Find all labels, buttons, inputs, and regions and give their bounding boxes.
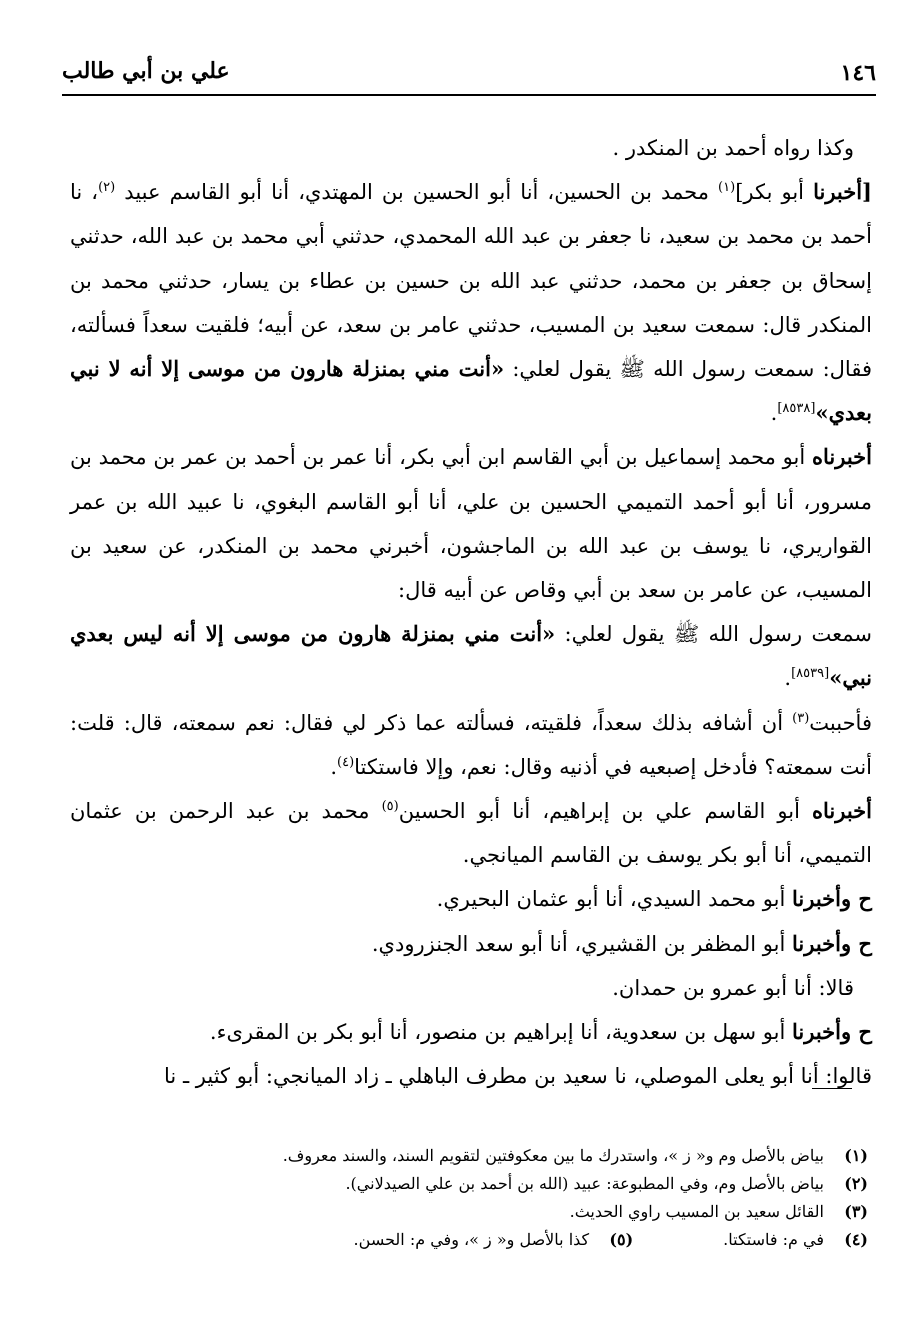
footnote-ref-2[interactable]: (٢) (98, 180, 116, 196)
paragraph-5 (70, 701, 872, 789)
main-text (70, 126, 872, 1098)
paragraph-10 (70, 1010, 872, 1054)
text-segment: . (330, 754, 337, 779)
text-segment: أبو محمد السيدي، أنا أبو عثمان البحيري. (436, 887, 792, 912)
footnote-2 (70, 1170, 868, 1198)
hadith-quote: «أنت مني بمنزلة هارون من موسى إلا أنه ليس بعدي نبي» (70, 621, 872, 691)
footnote-text: القائل سعيد بن المسيب راوي الحديث. (569, 1202, 824, 1221)
footnote-row (70, 1226, 868, 1254)
page-number: ١٤٦ (840, 60, 876, 86)
paragraph-1: وكذا رواه أحمد بن المنكدر . (612, 136, 854, 160)
paragraph-6 (70, 789, 872, 877)
lead-word: أخبرناه (812, 798, 872, 824)
text-segment: محمد بن الحسين، أنا أبو الحسين بن المهتدي، أنا أبو القاسم عبيد (115, 180, 719, 205)
paragraph-3 (70, 435, 872, 612)
footnote-separator (812, 1088, 852, 1089)
paragraph-11: قالوا: أنا أبو يعلى الموصلي، نا سعيد بن مطرف الباهلي ـ زاد الميانجي: أبو كثير ـ نا (164, 1064, 872, 1089)
text-segment: أبو محمد إسماعيل بن أبي القاسم ابن أبي بكر، أنا عمر بن أحمد بن عمر بن محمد بن مسرور، أنا أبو أحمد التميمي الحسين بن علي، أنا أبو القاسم البغوي، نا عبيد الله بن عمر القواريري، نا يوسف بن عبد الله بن الماجشون، أخبرني محمد بن المنكدر، عن سعيد بن المسيب، عن عامر بن سعد بن أبي وقاص عن أبيه قال: (70, 445, 872, 603)
footnote-number: (٢) (844, 1174, 868, 1193)
paragraph-8 (70, 922, 872, 966)
lead-word: [أخبرنا (813, 179, 872, 205)
page-header (62, 56, 876, 96)
lead-word: ح وأخبرنا (792, 930, 872, 956)
text-segment: . (770, 401, 778, 426)
text-segment: ، نا أحمد بن محمد بن سعيد، نا جعفر بن عبد الله المحمدي، حدثني أبي محمد بن عبد الله، حدثني إسحاق بن جعفر بن محمد، حدثني عبد الله بن حسين بن عطاء بن يسار، حدثني محمد بن المنكدر قال: سمعت سعيد بن المسيب، حدثني عامر بن سعد، عن أبيه؛ فلقيت سعداً فسألته، فقال: سمعت رسول الله ﷺ يقول لعلي: (70, 180, 872, 382)
running-title: علي بن أبي طالب (62, 58, 230, 84)
footnote-number: (٥) (609, 1230, 634, 1249)
paragraph-2 (70, 170, 872, 435)
footnote-ref-3[interactable]: (٣) (792, 710, 810, 726)
footnote-3 (70, 1198, 868, 1226)
footnote-number: (٤) (844, 1230, 868, 1249)
hadith-quote: «أنت مني بمنزلة هارون من موسى إلا أنه لا نبي بعدي» (70, 356, 872, 426)
text-segment: أبو القاسم علي بن إبراهيم، أنا أبو الحسين (398, 799, 812, 824)
hadith-number: [٨٥٣٩] (791, 666, 830, 682)
footnote-number: (٣) (844, 1202, 868, 1221)
text-segment: أبو المظفر بن القشيري، أنا أبو سعد الجنزرودي. (371, 931, 792, 956)
footnotes (70, 1142, 868, 1254)
text-segment: محمد بن عبد الرحمن بن عثمان التميمي، أنا أبو بكر يوسف بن القاسم الميانجي. (70, 799, 872, 868)
footnote-text: بياض بالأصل وم و« ز »، واستدرك ما بين معكوفتين لتقويم السند، والسند معروف. (282, 1146, 824, 1165)
paragraph-7 (70, 877, 872, 921)
footnote-ref-5[interactable]: (٥) (381, 799, 399, 815)
hadith-number: [٨٥٣٨] (777, 401, 816, 417)
text-segment: . (784, 666, 792, 691)
text-segment: أن أشافه بذلك سعداً، فلقيته، فسألته عما ذكر لي فقال: نعم سمعته، قال: قلت: أنت سمعته؟ فأدخل إصبعيه في أذنيه وقال: نعم، وإلا فاستكتا (70, 710, 872, 779)
footnote-ref-1[interactable]: (١) (718, 180, 736, 196)
lead-word: أخبرناه (812, 444, 872, 470)
text-segment: سمعت رسول الله ﷺ يقول لعلي: (555, 622, 872, 647)
lead-word: ح وأخبرنا (792, 1019, 872, 1045)
footnote-number: (١) (844, 1146, 868, 1165)
footnote-4 (723, 1226, 868, 1254)
paragraph-9: قالا: أنا أبو عمرو بن حمدان. (612, 975, 854, 1000)
text-segment: فأحببت (809, 710, 872, 735)
text-segment: أبو سهل بن سعدوية، أنا إبراهيم بن منصور، أنا أبو بكر بن المقرىء. (209, 1020, 792, 1045)
footnote-ref-4[interactable]: (٤) (337, 754, 355, 770)
footnote-5 (354, 1226, 634, 1254)
footnote-text: في م: فاستكتا. (723, 1230, 824, 1249)
lead-word: ح وأخبرنا (792, 886, 872, 912)
text-segment: أبو بكر] (735, 180, 814, 205)
paragraph-4 (70, 612, 872, 700)
footnote-1 (70, 1142, 868, 1170)
footnote-text: بياض بالأصل وم، وفي المطبوعة: عبيد (الله بن أحمد بن علي الصيدلاني). (345, 1174, 824, 1193)
footnote-text: كذا بالأصل و« ز »، وفي م: الحسن. (353, 1230, 590, 1249)
